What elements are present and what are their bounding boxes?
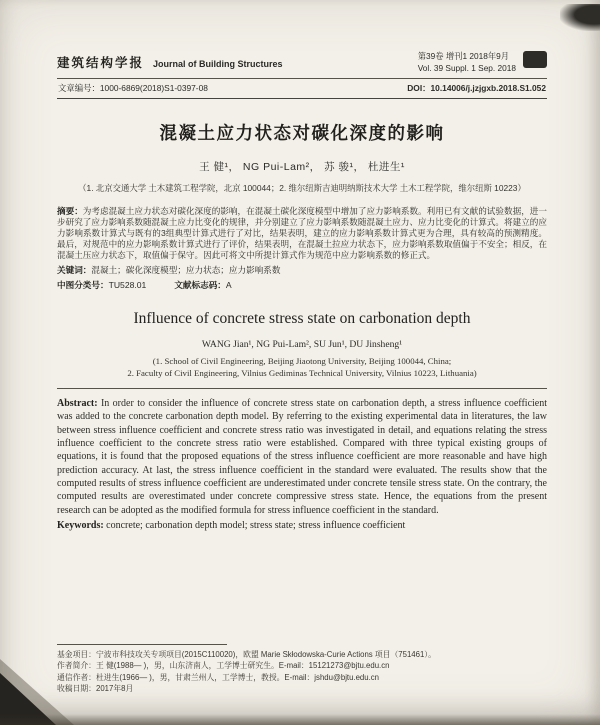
issue-info: [418, 50, 516, 74]
issue-info-en: Vol. 39 Suppl. 1 Sep. 2018: [417, 63, 516, 74]
authors-cn: 王 健¹， NG Pui-Lam²， 苏 骏¹， 杜进生¹: [199, 161, 405, 174]
abstract-divider: [57, 388, 547, 389]
doc-code-label: 文献标志码：: [174, 279, 226, 290]
footnote-corresponding-author: 通信作者：杜进生(1966— )，男，甘肃兰州人，工学博士，教授。E-mail：jshdu@bjtu.edu.cn: [57, 672, 380, 682]
abstract-text-en: In order to consider the influence of concrete stress state on carbonation depth, a stress influence coefficient was added to the concrete carbonation depth model. By referring to the existing experimental data in literatures, the law between stress influence coefficient and concrete stress ratio was investigated in detail, and equations relating the stress influence coefficient to the concrete stress ratio were established. Compared with three typical existing groups of equations, it is found that the proposed equations of the stress influence coefficient are more reasonable and have high prediction accuracy. At last, the stress influence coefficient in the standard were evaluated. The results show that the computed results of stress influence coefficient are underestimated under concrete tensile stress state. On the contrary, the computed results are overestimated under concrete compressive stress state. Hence, the equations from the present research can be adopted as the modified formula for stress influence coefficient in the standard.: [57, 398, 548, 516]
affiliation-en-line1: (1. School of Civil Engineering, Beijing Jiaotong University, Beijing 100044, China;: [152, 355, 452, 366]
footnote-fund: 基金项目：宁波市科技攻关专项项目(2015C110020)，欧盟 Marie Skłodowska-Curie Actions 项目（751461）。: [57, 650, 436, 659]
keywords-text-cn: 混凝土；碳化深度模型；应力状态；应力影响系数: [91, 264, 281, 275]
affiliation-en: [57, 355, 547, 380]
page-title-en: Influence of concrete stress state on carbonation depth: [133, 309, 471, 327]
abstract-label-cn: 摘要：: [57, 206, 83, 217]
issue-block: [418, 50, 547, 74]
scan-shadow-bottom-edge: [0, 714, 600, 725]
abstract-cn: [57, 206, 547, 261]
keywords-cn: [57, 264, 547, 276]
article-number: 文章编号：1000-6869(2018)S1-0397-08: [58, 83, 208, 94]
footnote-author-bio: 作者简介：王 健(1988— )，男，山东济南人，工学博士研究生。E-mail：15121273@bjtu.edu.cn: [57, 661, 390, 671]
doc-code-value: A: [225, 279, 232, 290]
clc-value: TU528.01: [108, 279, 147, 290]
footnote-rule: [57, 644, 227, 645]
journal-name-en: Journal of Building Structures: [153, 59, 283, 69]
scan-artifact-top-right: [560, 4, 600, 31]
article-meta-row: [57, 79, 547, 98]
keywords-label-en: Keywords:: [57, 519, 104, 531]
abstract-text-cn: 为考虑混凝土应力状态对碳化深度的影响，在混凝土碳化深度模型中增加了应力影响系数。利用已有文献的试验数据，进一步研究了应力影响系数随混凝土应力比变化的规律，并分别建立了应力影响系数随混凝土应力、应力比变化的计算式。将建立的应力影响系数计算式与既有的3组典型计算式进行了对比，结果表明，建立的应力影响系数计算式更为合理，具有较高的预测精度。最后，对规范中的应力影响系数计算式进行了评价，结果表明，在混凝土拉应力状态下，应力影响系数取值偏于不安全；相反，在混凝土压应力状态下，取值偏于保守。因此可将文中所提计算式作为规范中应力影响系数的修正式。: [57, 206, 547, 260]
journal-logo: [523, 51, 547, 68]
clc-label: 中图分类号：: [57, 279, 109, 290]
clc-row: [57, 279, 547, 291]
keywords-text-en: concrete; carbonation depth model; stress state; stress influence coefficient: [106, 519, 406, 531]
keywords-en: [57, 520, 547, 531]
affiliation-en-line2: 2. Faculty of Civil Engineering, Vilnius Gediminas Technical University, Vilnius 10223, Lithuania): [127, 367, 477, 378]
header-rule-bottom: [57, 98, 547, 99]
footnotes: [57, 644, 547, 694]
doi: DOI：10.14006/j.jzjgxb.2018.S1.052: [407, 83, 546, 94]
affiliation-cn: （1. 北京交通大学 土木建筑工程学院，北京 100044；2. 维尔纽斯吉迪明纳斯技术大学 土木工程学院，维尔纽斯 10223）: [78, 183, 526, 194]
abstract-en: [57, 397, 547, 517]
journal-name-cn: 建筑结构学报: [57, 56, 145, 70]
page-title-cn: 混凝土应力状态对碳化深度的影响: [159, 123, 445, 144]
footnote-received-date: 收稿日期：2017年8月: [57, 683, 134, 693]
abstract-label-en: Abstract:: [57, 398, 98, 410]
authors-en: WANG Jian¹, NG Pui-Lam², SU Jun¹, DU Jinsheng¹: [201, 338, 403, 350]
journal-header: [57, 50, 547, 74]
keywords-label-cn: 关键词：: [57, 264, 92, 275]
journal-name-block: [57, 50, 283, 71]
issue-info-cn: 第39卷 增刊1 2018年9月: [417, 51, 510, 61]
page-content: [57, 50, 547, 531]
